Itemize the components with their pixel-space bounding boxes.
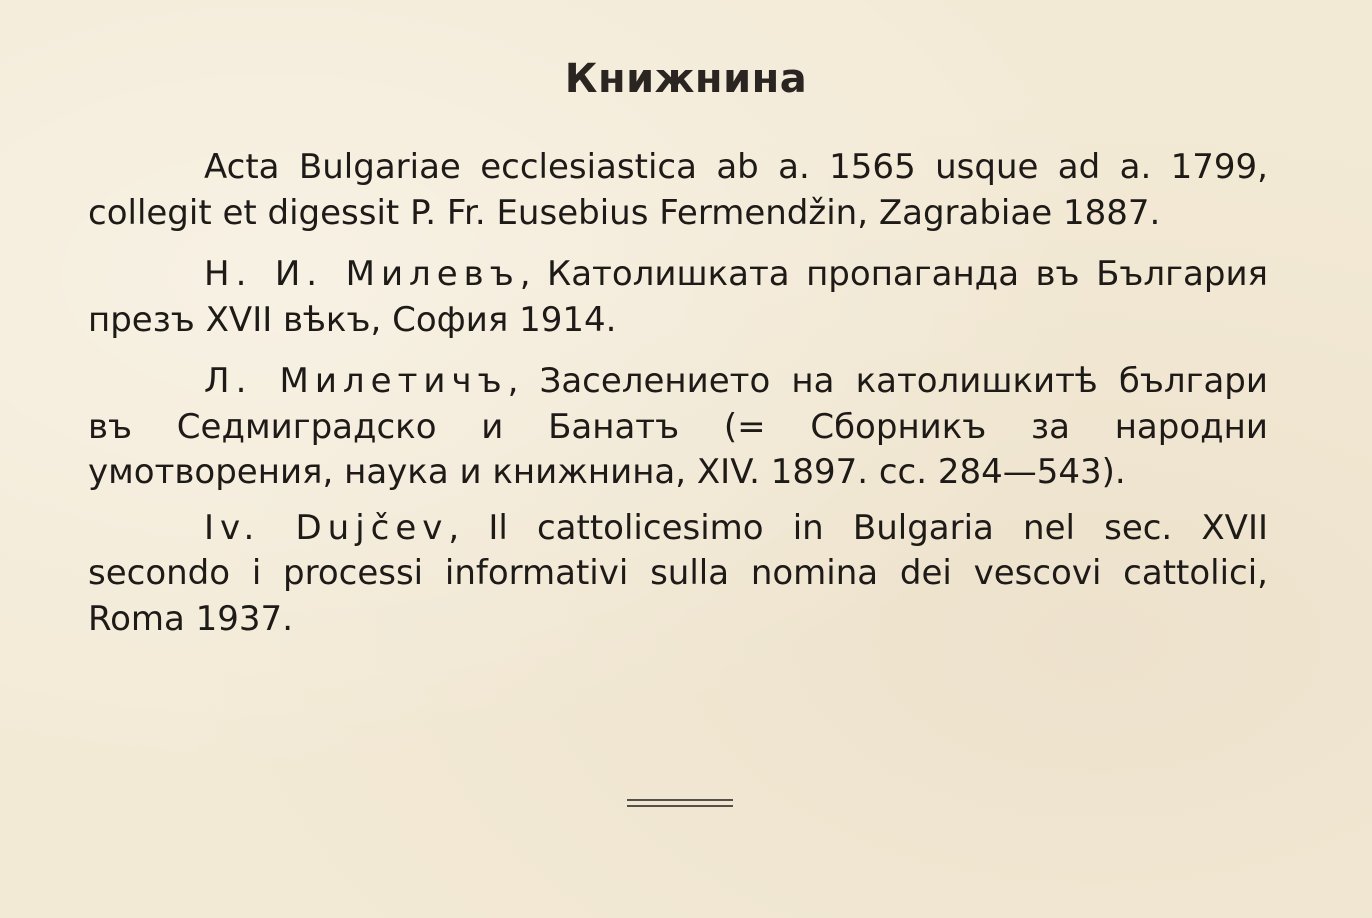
entry-text: Acta Bulgariae ecclesiastica ab a. 1565 usque ad a. 1799, collegit et digessit P. Fr. Eusebius Fermendžin, Zagrabiae 1887. (88, 147, 1268, 233)
entry-text: , Католишката пропаганда въ България презъ XVII вѣкъ, София 1914. (88, 254, 1268, 340)
bibliography-entry-4 (88, 506, 1268, 643)
entry-author: Л. Милетичъ (204, 361, 508, 401)
entry-text: , Il cattolicesimo in Bulgaria nel sec. XVII secondo i processi informativi sulla nomina dei vescovi cattolici, Roma 1937. (88, 507, 1268, 639)
section-heading: Книжнина (564, 56, 808, 102)
entry-author: Н. И. Милевъ (204, 254, 520, 294)
bibliography-list (88, 145, 1268, 642)
end-rule-divider (627, 799, 733, 807)
bibliography-entry-3 (88, 359, 1268, 496)
bibliography-entry-2 (88, 252, 1268, 343)
entry-text: , Заселението на католишкитѣ българи въ Седмиградско и Банатъ (= Сборникъ за народни умотворения, наука и книжнина, XIV. 1897. сс. 284—543). (88, 361, 1268, 492)
entry-author: Iv. Dujčev (204, 507, 449, 548)
bibliography-entry-1 (88, 145, 1268, 236)
